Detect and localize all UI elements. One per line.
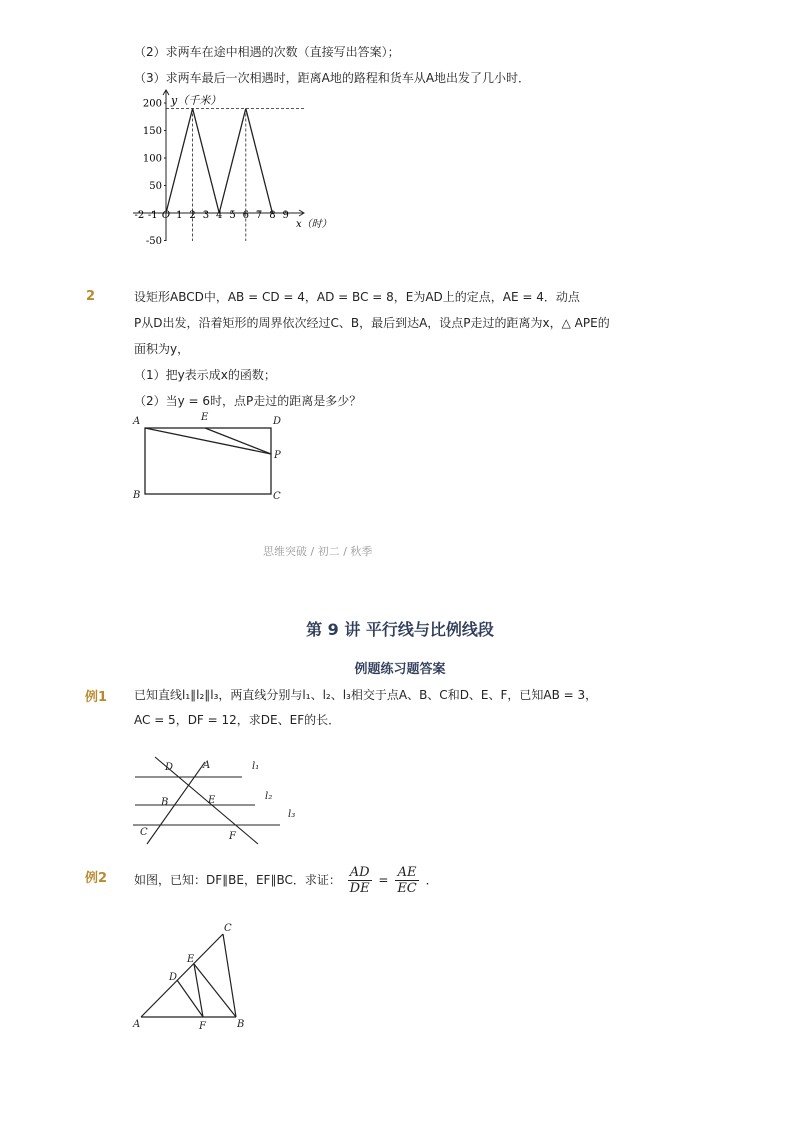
y-tick-label: 100	[142, 153, 162, 165]
segment-ep	[205, 428, 271, 454]
label-d: D	[169, 972, 178, 983]
label-e: E	[208, 795, 216, 806]
x-tick-label: -2	[134, 210, 145, 221]
label-b: B	[237, 1019, 245, 1030]
distance-time-graph	[125, 86, 340, 246]
fraction-de: DE	[349, 881, 370, 896]
y-axis-label: y（千米）	[171, 94, 222, 107]
x-tick-label: 1	[176, 210, 183, 221]
label-l2: l₂	[265, 791, 273, 802]
label-p: P	[274, 450, 281, 461]
rectangle-figure	[125, 405, 295, 505]
parallel-lines-figure	[125, 752, 310, 852]
y-tick-label: 200	[142, 98, 162, 110]
lecture-subtitle: 例题练习题答案	[354, 662, 446, 677]
label-c: C	[273, 491, 281, 502]
x-tick-label: 4	[216, 210, 223, 221]
example2-statement	[134, 862, 438, 898]
label-c: C	[140, 827, 148, 838]
problem1-q2: （2）求两车在途中相遇的次数（直接写出答案）；	[134, 45, 400, 59]
label-e: E	[187, 954, 195, 965]
rectangle-abcd	[145, 428, 271, 494]
fraction-ae-ec	[395, 865, 418, 896]
x-tick-label: 7	[255, 210, 263, 221]
series-line	[166, 109, 272, 214]
example1-label: 例1	[85, 690, 108, 705]
y-tick-label: 150	[142, 126, 162, 137]
example2-label: 例2	[85, 871, 108, 886]
segment-ap	[145, 428, 271, 454]
x-tick-label: 9	[282, 210, 289, 221]
label-a: A	[133, 416, 141, 427]
x-tick-label: 3	[202, 210, 210, 221]
problem2-line1: 设矩形ABCD中，AB = CD = 4，AD = BC = 8，E为AD上的定点，AE = 4．动点	[134, 290, 580, 304]
label-a: A	[133, 1019, 141, 1030]
x-tick-label: 6	[242, 210, 249, 221]
fraction-ae: AE	[395, 865, 418, 881]
example1-line1: 已知直线l₁∥l₂∥l₃，两直线分别与l₁、l₂、l₃相交于点A、B、C和D、E、F，已知AB = 3，	[134, 688, 598, 702]
example2-text: 如图，已知：DF∥BE，EF∥BC．求证：	[134, 873, 341, 887]
problem2-q2: （2）当y = 6时，点P走过的距离是多少？	[134, 394, 362, 408]
triangle-figure	[125, 917, 260, 1035]
segment-ef	[194, 964, 203, 1017]
label-a: A	[203, 760, 211, 771]
fraction-ec: EC	[397, 881, 417, 896]
segment-ac	[141, 934, 223, 1017]
y-tick-label: 50	[149, 181, 162, 192]
label-d: D	[165, 762, 174, 773]
example2-end: ．	[425, 873, 438, 887]
label-l3: l₃	[288, 809, 296, 820]
label-d: D	[273, 416, 282, 427]
x-axis-label: x（时）	[296, 219, 332, 230]
label-c: C	[224, 923, 232, 934]
equals-sign: =	[378, 873, 389, 887]
segment-bc	[223, 934, 236, 1017]
x-tick-label: 8	[269, 210, 276, 221]
label-f: F	[229, 831, 236, 842]
x-tick-label: 5	[229, 210, 236, 221]
y-tick-label: -50	[145, 236, 162, 246]
label-l1: l₁	[252, 761, 260, 772]
page-footer: 思维突破 / 初二 / 秋季	[263, 545, 373, 558]
label-b: B	[161, 797, 169, 808]
label-e: E	[201, 412, 209, 423]
x-tick-label: 2	[189, 210, 196, 221]
example1-line2: AC = 5，DF = 12，求DE、EF的长．	[134, 713, 341, 727]
problem1-q3: （3）求两车最后一次相遇时，距离A地的路程和货车从A地出发了几小时．	[134, 71, 531, 85]
x-tick-label: -1	[147, 210, 158, 221]
label-b: B	[133, 490, 141, 501]
fraction-ad: AD	[348, 865, 372, 881]
x-tick-label: O	[161, 210, 171, 221]
problem2-line2: P从D出发，沿着矩形的周界依次经过C、B，最后到达A，设点P走过的距离为x，△ APE的	[134, 316, 610, 330]
problem2-q1: （1）把y表示成x的函数；	[134, 368, 276, 382]
segment-eb	[194, 964, 236, 1017]
segment-df	[177, 980, 203, 1017]
problem2-line3: 面积为y，	[134, 342, 190, 356]
fraction-ad-de	[348, 865, 372, 896]
problem2-number: 2	[86, 289, 96, 304]
label-f: F	[199, 1021, 206, 1032]
lecture-title: 第 9 讲 平行线与比例线段	[306, 620, 494, 639]
